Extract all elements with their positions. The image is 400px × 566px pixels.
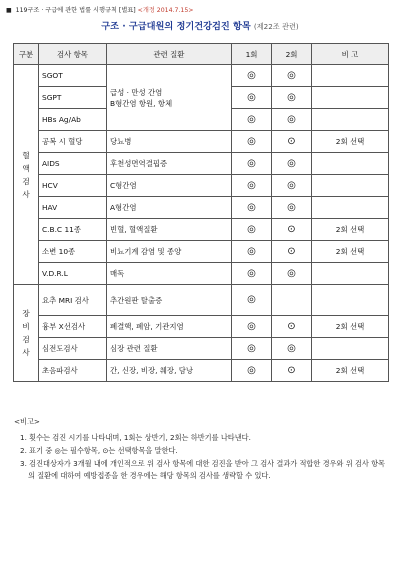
- first-mark: ◎: [232, 316, 272, 338]
- disease-cell: 간, 신장, 비장, 췌장, 담낭: [107, 360, 232, 382]
- category-equipment-test: 장 비 검 사: [14, 285, 39, 382]
- first-mark: ◎: [232, 360, 272, 382]
- category-blood-test: 혈 액 검 사: [14, 65, 39, 285]
- note-cell: [312, 197, 389, 219]
- test-item: 심전도검사: [39, 338, 107, 360]
- test-item: V.D.R.L: [39, 263, 107, 285]
- table-row: [14, 219, 389, 241]
- test-item: SGOT: [39, 65, 107, 87]
- table-row: [14, 153, 389, 175]
- test-item: SGPT: [39, 87, 107, 109]
- disease-cell: 폐결핵, 폐암, 기관지염: [107, 316, 232, 338]
- header-first: 1회: [232, 44, 272, 65]
- note-cell: [312, 263, 389, 285]
- disease-cell: 후천성면역결핍증: [107, 153, 232, 175]
- second-mark: [272, 285, 312, 316]
- note-cell: 2회 선택: [312, 131, 389, 153]
- note-cell: [312, 87, 389, 109]
- revision-date: <개정 2014.7.15>: [137, 7, 194, 14]
- title-sub: (제22조 관련): [253, 22, 299, 31]
- header-second: 2회: [272, 44, 312, 65]
- second-mark: ◎: [272, 109, 312, 131]
- disease-cell: 심장 관련 질환: [107, 338, 232, 360]
- note-cell: 2회 선택: [312, 360, 389, 382]
- table-row: [14, 316, 389, 338]
- title-main: 구조 · 구급대원의 정기건강검진 항목: [101, 21, 251, 32]
- second-mark: ⊙: [272, 241, 312, 263]
- disease-cell: C형간염: [107, 175, 232, 197]
- first-mark: ◎: [232, 65, 272, 87]
- note-item: 1. 횟수는 검진 시기를 나타내며, 1회는 상반기, 2회는 하반기를 나타낸다.: [20, 433, 251, 442]
- table-row: [14, 285, 389, 316]
- test-item: 소변 10종: [39, 241, 107, 263]
- note-cell: [312, 338, 389, 360]
- header-disease: 관련 질환: [107, 44, 232, 65]
- second-mark: ◎: [272, 87, 312, 109]
- square-bullet-icon: ■: [6, 7, 12, 14]
- test-item: HCV: [39, 175, 107, 197]
- note-item: 2. 표기 중 ◎는 필수항목, ⊙는 선택항목을 말한다.: [20, 446, 178, 455]
- first-mark: ◎: [232, 197, 272, 219]
- disease-cell: 당뇨병: [107, 131, 232, 153]
- second-mark: ◎: [272, 197, 312, 219]
- first-mark: ◎: [232, 285, 272, 316]
- second-mark: ◎: [272, 263, 312, 285]
- note-cell: 2회 선택: [312, 241, 389, 263]
- second-mark: ⊙: [272, 360, 312, 382]
- second-mark: ◎: [272, 338, 312, 360]
- test-item: 흉부 X선검사: [39, 316, 107, 338]
- liver-disease-cell: 급성 · 만성 간염 B형간염 항원, 항체: [107, 65, 232, 131]
- note-cell: [312, 109, 389, 131]
- law-reference: 119구조 · 구급에 관한 법률 시행규칙 [별표]: [15, 7, 136, 14]
- test-item: 초음파검사: [39, 360, 107, 382]
- header-line: [6, 4, 396, 18]
- table-row: [14, 197, 389, 219]
- test-item: C.B.C 11종: [39, 219, 107, 241]
- header-category: 구분: [14, 44, 39, 65]
- first-mark: ◎: [232, 109, 272, 131]
- second-mark: ⊙: [272, 131, 312, 153]
- test-item: 요추 MRI 검사: [39, 285, 107, 316]
- table-row: [14, 131, 389, 153]
- disease-cell: 빈혈, 혈액질환: [107, 219, 232, 241]
- note-cell: [312, 175, 389, 197]
- header-note: 비 고: [312, 44, 389, 65]
- page-title: [0, 18, 400, 36]
- note-cell: [312, 65, 389, 87]
- note-cell: [312, 285, 389, 316]
- table-row: [14, 263, 389, 285]
- test-item: HBs Ag/Ab: [39, 109, 107, 131]
- first-mark: ◎: [232, 338, 272, 360]
- note-cell: [312, 153, 389, 175]
- disease-cell: 비뇨기계 감염 및 종양: [107, 241, 232, 263]
- second-mark: ◎: [272, 153, 312, 175]
- checkup-table: [13, 43, 389, 382]
- disease-cell: A형간염: [107, 197, 232, 219]
- second-mark: ⊙: [272, 219, 312, 241]
- table-header-row: [14, 44, 389, 65]
- note-item: 3. 검진대상자가 3개월 내에 개인적으로 위 검사 항목에 대한 검진을 받아 그 검사 결과가 적합한 경우와 위 검사 항목의 질환에 대하여 예방접종을 한 경우에는 해당 항목의 검사를 생략할 수 있다.: [20, 459, 386, 480]
- notes-section: [14, 416, 390, 483]
- header-test-item: 검사 항목: [39, 44, 107, 65]
- first-mark: ◎: [232, 131, 272, 153]
- table-row: [14, 65, 389, 87]
- test-item: AIDS: [39, 153, 107, 175]
- first-mark: ◎: [232, 263, 272, 285]
- test-item: HAV: [39, 197, 107, 219]
- table-row: [14, 241, 389, 263]
- table-row: [14, 338, 389, 360]
- table-row: [14, 175, 389, 197]
- second-mark: ⊙: [272, 316, 312, 338]
- table-row: [14, 360, 389, 382]
- second-mark: ◎: [272, 65, 312, 87]
- disease-cell: 추간원판 탈출증: [107, 285, 232, 316]
- notes-heading: <비고>: [14, 417, 40, 426]
- note-cell: 2회 선택: [312, 316, 389, 338]
- first-mark: ◎: [232, 241, 272, 263]
- test-item: 공복 시 혈당: [39, 131, 107, 153]
- disease-cell: 매독: [107, 263, 232, 285]
- note-cell: 2회 선택: [312, 219, 389, 241]
- first-mark: ◎: [232, 219, 272, 241]
- first-mark: ◎: [232, 175, 272, 197]
- first-mark: ◎: [232, 153, 272, 175]
- second-mark: ◎: [272, 175, 312, 197]
- first-mark: ◎: [232, 87, 272, 109]
